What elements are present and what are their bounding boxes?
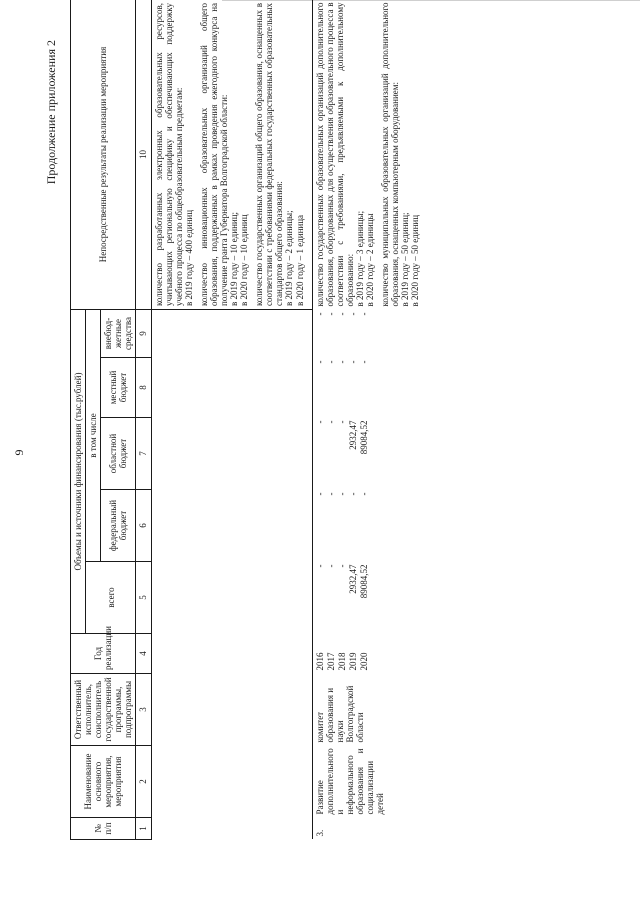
header-num: № п/п bbox=[71, 818, 136, 840]
col-number: 8 bbox=[136, 358, 151, 418]
regional-values: - - - 2932,47 89084,52 bbox=[312, 418, 427, 490]
column-number-row bbox=[136, 0, 151, 840]
col-number: 3 bbox=[136, 674, 151, 746]
local-values: - - - - - bbox=[312, 358, 427, 418]
result-item: количество муниципальных образовательных организаций дополнительного образования, оснащенных компьютерным оборудованием: в 2019 году – 50 единиц; в 2020 году – 50 единиц bbox=[380, 2, 421, 307]
row-number: 3. bbox=[312, 818, 427, 840]
col-number: 2 bbox=[136, 746, 151, 818]
results-cell bbox=[151, 0, 312, 309]
result-item: количество государственных образовательных организаций дополнительного образования, оборудованных для осуществления образовательного процесса в соответствии с требованиями, предъявляемыми к дополнительному образованию: в 2019 году – 3 единицы; в 2020 году – 2 единицы bbox=[314, 2, 376, 307]
total-values: - - - 2932,47 89084,52 bbox=[312, 562, 427, 634]
col-number: 6 bbox=[136, 490, 151, 562]
result-item: количество инновационных образовательных организаций общего образования, поддержанных в рамках проведения ежегодного конкурса на получение гранта Губернатора Волгоградской области: в 2019 году – 10 единиц; в 2020 году – 10 единиц bbox=[198, 2, 250, 306]
col-number: 1 bbox=[136, 818, 151, 840]
extra-values: - - - - - bbox=[312, 309, 427, 357]
row-executor: комитет образования и науки Волгоградской области bbox=[312, 674, 427, 746]
header-regional: областной бюджет bbox=[101, 418, 136, 490]
table-row bbox=[312, 0, 427, 840]
financing-table bbox=[70, 0, 427, 840]
row-name: Развитие дополнительного и неформального образования и социализации детей bbox=[312, 746, 427, 818]
header-results: Непосредственные результаты реализации мероприятия bbox=[71, 0, 136, 309]
col-number: 7 bbox=[136, 418, 151, 490]
page-number: 9 bbox=[12, 449, 26, 456]
col-number: 5 bbox=[136, 562, 151, 634]
table-row bbox=[151, 0, 312, 840]
result-item: количество разработанных электронных образовательных ресурсов, учитывающих региональную специфику и обеспечивающих поддержку учебного процесса по общеобразовательным предметам: в 2019 году – 400 единиц bbox=[153, 2, 194, 306]
header-funding: Объемы и источники финансирования (тыс.рублей) bbox=[71, 309, 86, 633]
results-cell bbox=[312, 0, 427, 309]
header-total: всего bbox=[86, 562, 136, 634]
header-including: в том числе bbox=[86, 309, 101, 561]
result-item: количество государственных организаций общего образования, оснащенных в соответствии с требованиями федеральных государственных образовательных стандартов общего образования: в 2019 году – 2 единицы; в 2020 году – 1 единица bbox=[254, 2, 305, 306]
header-federal: федеральный бюджет bbox=[101, 490, 136, 562]
header-local: местный бюджет bbox=[101, 358, 136, 418]
continuation-label: Продолжение приложения 2 bbox=[44, 40, 58, 185]
col-number: 10 bbox=[136, 0, 151, 309]
row-years: 2016 2017 2018 2019 2020 bbox=[312, 634, 427, 674]
header-executor: Ответственный исполнитель, соисполнитель государственной программы, подпрограммы bbox=[71, 674, 136, 746]
col-number: 9 bbox=[136, 309, 151, 357]
federal-values: - - - - - bbox=[312, 490, 427, 562]
col-number: 4 bbox=[136, 634, 151, 674]
header-name: Наименование основного мероприятия, мероприятия bbox=[71, 746, 136, 818]
header-extra: внебюд-жетные средства bbox=[101, 309, 136, 357]
header-year: Год реализации bbox=[71, 634, 136, 674]
